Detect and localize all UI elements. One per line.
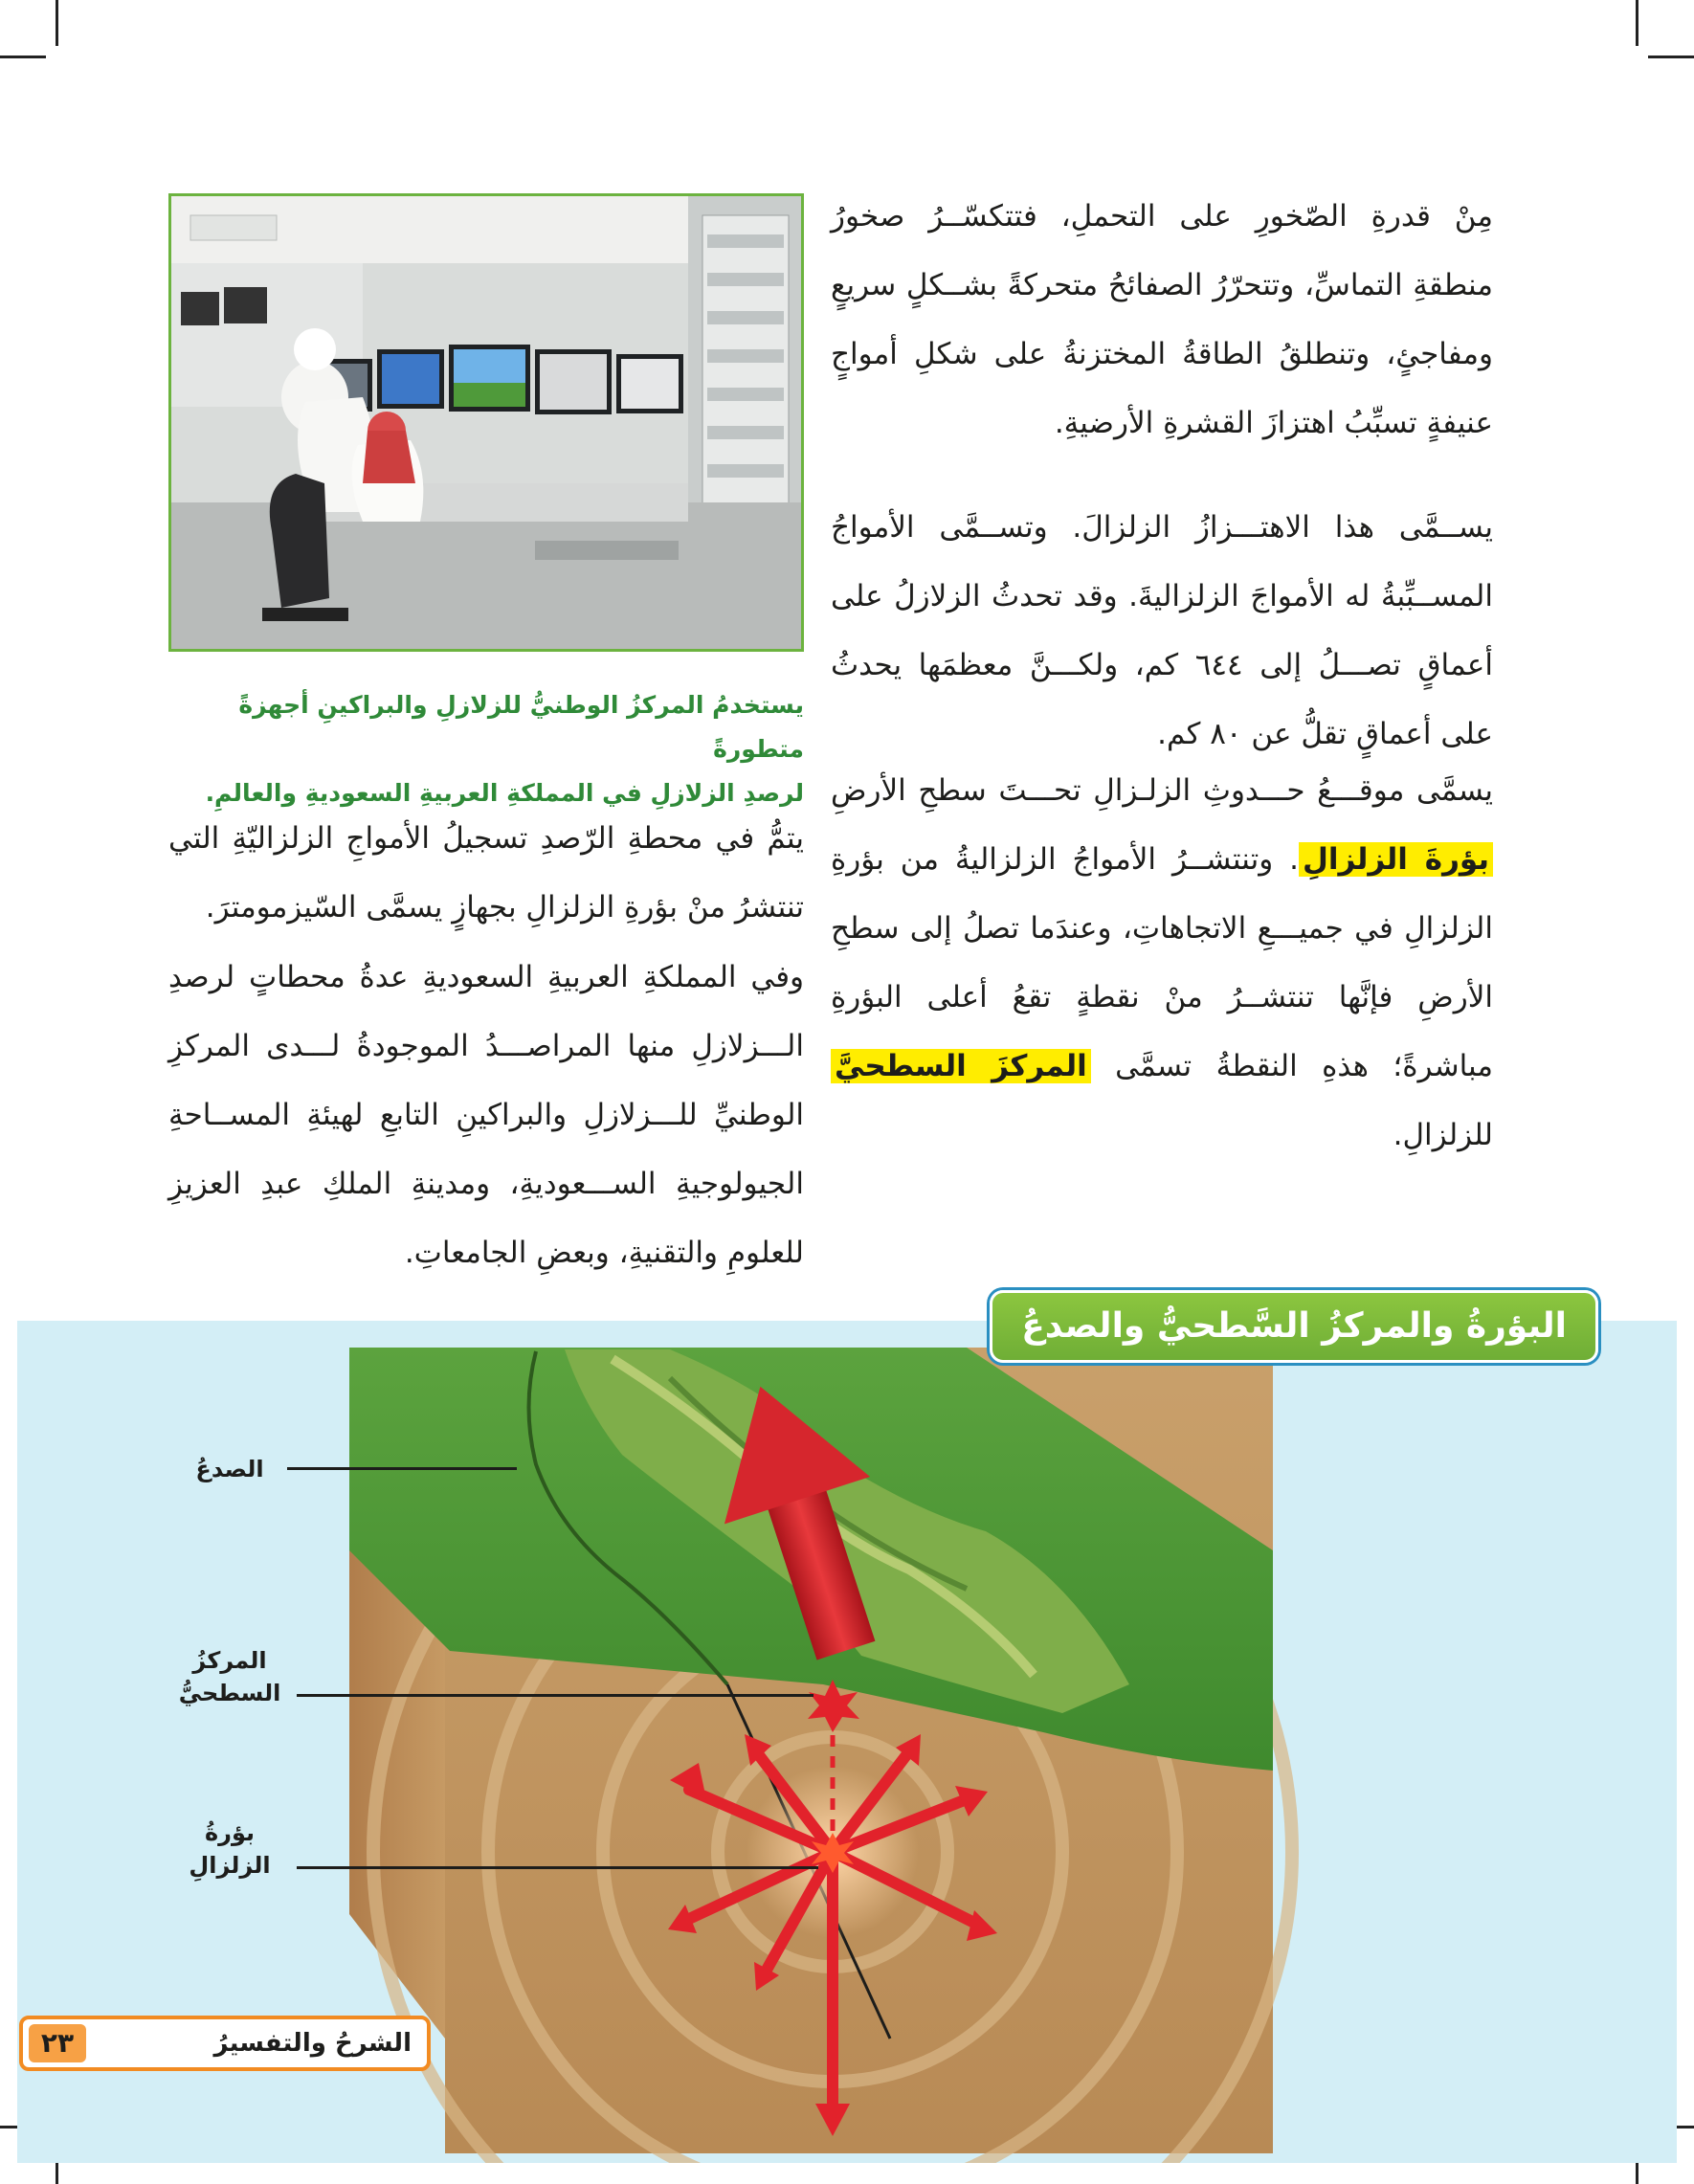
page-number: ٢٣ [29, 2024, 86, 2062]
figure-title: البؤرةُ والمركزُ السَّطحيُّ والصدعُ [990, 1290, 1598, 1363]
leader-line-epicenter [297, 1694, 814, 1697]
leader-line-focus [297, 1866, 818, 1869]
control-room-photo [168, 193, 804, 652]
label-fault: الصدعُ [195, 1456, 264, 1482]
crop-mark [1648, 56, 1694, 58]
paragraph-saudi-stations: وفي المملكةِ العربيةِ السعوديةِ عدةُ محطاتٍ لرصدِ الـــزلازلِ منها المراصـــدُ الموجودةُ لـــدى المركزِ الوطنيِّ للـــزلازلِ والبراكينِ التابعِ لهيئةِ المســاحةِ الجيولوجيةِ الســـعوديةِ، ومدينةِ الملكِ عبدِ العزيزِ للعلومِ والتقنيةِ، وبعضِ الجامعاتِ. [168, 960, 804, 1270]
section-title: الشرحُ والتفسيرُ [213, 2029, 412, 2058]
text-segment: يسمَّى موقـــعُ حـــدوثِ الزلـزالِ تحـــتَ سطحِ الأرضِ [831, 773, 1493, 808]
control-room-illustration [171, 196, 801, 649]
label-epicenter [172, 1644, 287, 1709]
label-epicenter-line: السطحيُّ [178, 1680, 281, 1706]
paragraph-rock-fracture: مِنْ قدرةِ الصّخورِ على التحملِ، فتتكسّــرُ صخورُ منطقةِ التماسِّ، وتتحرّرُ الصفائحُ متحركةً بشــكلٍ سريعٍ ومفاجئٍ، وتنطلقُ الطاقةُ المختزنةُ على شكلِ أمواجٍ عنيفةٍ تسبِّبُ اهتزازَ القشرةِ الأرضيةِ. [831, 199, 1493, 440]
crop-mark [56, 0, 58, 46]
page-footer [19, 2016, 431, 2071]
term-epicenter-highlight: المركزَ السطحيَّ [831, 1049, 1091, 1083]
crop-mark [1636, 0, 1638, 46]
paragraph-earthquake-definition: يســمَّى هذا الاهتـــزازُ الزلزالَ. وتســمَّى الأمواجُ المســبِّبةُ له الأمواجَ الزلزاليةَ. وقد تحدثُ الزلازلُ على أعماقٍ تصـــلُ إلى ٦٤٤ كم، ولكـــنَّ معظمَها يحدثُ على أعماقٍ تقلُّ عن ٨٠ كم. [831, 510, 1493, 751]
paragraph-seismometer: يتمُّ في محطةِ الرّصدِ تسجيلُ الأمواجِ الزلزاليّةِ التي تنتشرُ منْ بؤرةِ الزلزالِ بجهازٍ يسمَّى السّيزمومترَ. [168, 821, 804, 925]
paragraph-focus-epicenter [831, 756, 1493, 1170]
label-focus-line: بؤرةُ [204, 1819, 256, 1846]
text-segment: للزلزالِ. [1393, 1118, 1493, 1152]
label-focus-line: الزلزالِ [189, 1852, 271, 1879]
photo-caption [168, 683, 804, 815]
text-segment: . وتنتشــرُ الأمواجُ الزلزاليةُ من بؤرةِ الزلزالِ في جميـــعِ الاتجاهاتِ، وعندَما تصلُ إلى سطحِ الأرضِ فإنَّها تنتشــرُ منْ نقطةٍ تقعُ أعلى البؤرةِ مباشرةً؛ هذهِ النقطةُ تسمَّى [831, 842, 1493, 1083]
term-focus-highlight: بؤرةَ الزلزالِ [1299, 842, 1493, 877]
leader-line-fault [287, 1467, 517, 1470]
crop-mark [0, 56, 46, 58]
photo-caption-line: يستخدمُ المركزُ الوطنيُّ للزلازلِ والبراكينِ أجهزةً متطورةً [238, 691, 804, 763]
label-epicenter-line: المركزُ [192, 1647, 267, 1674]
photo-caption-line: لرصدِ الزلازلِ في المملكةِ العربيةِ السعوديةِ والعالمِ. [205, 779, 804, 807]
label-focus [172, 1816, 287, 1882]
